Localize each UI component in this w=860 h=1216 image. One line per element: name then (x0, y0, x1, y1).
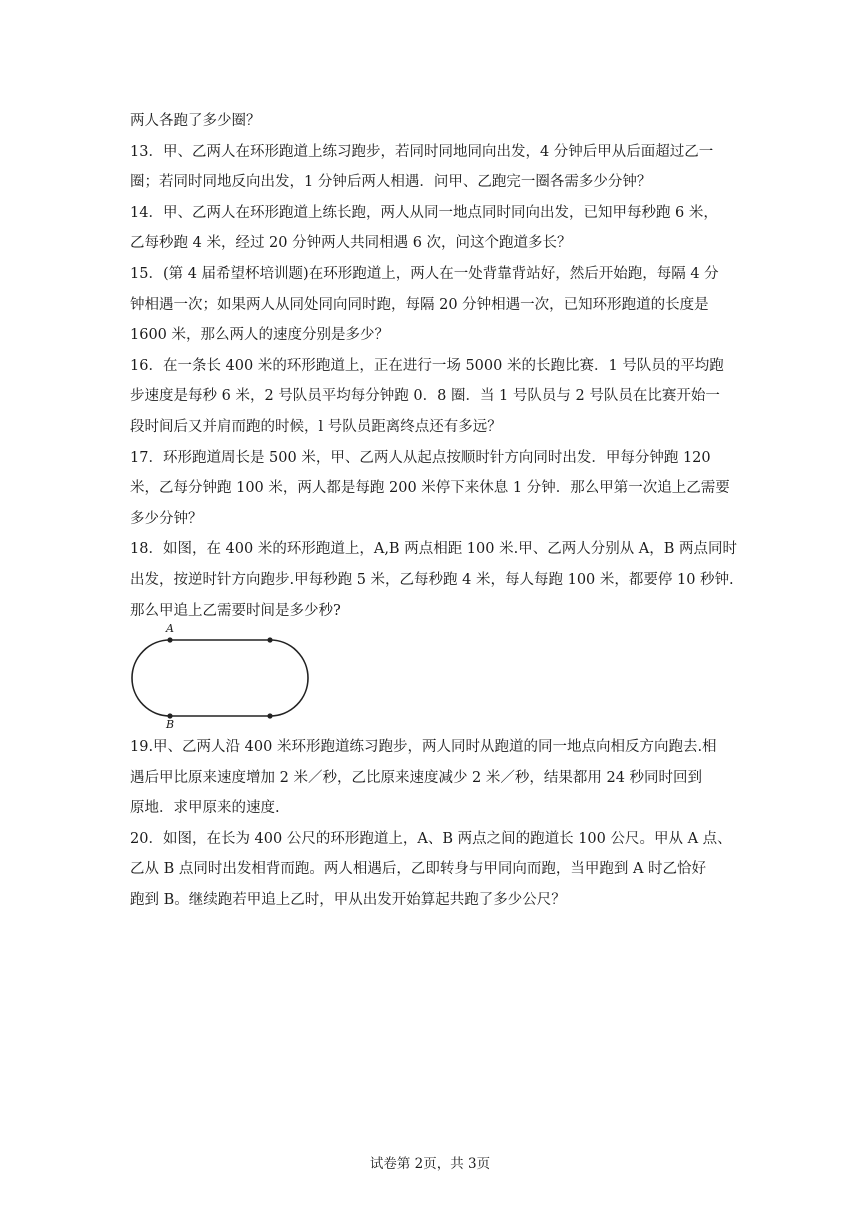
text-line: 16．在一条长 400 米的环形跑道上，正在进行一场 5000 米的长跑比赛．1 号队员的平均跑 (130, 357, 724, 374)
text-line: 13．甲、乙两人在环形跑道上练习跑步，若同时同地同向出发，4 分钟后甲从后面超过乙一 (130, 143, 714, 160)
text-line: 圈；若同时同地反向出发，1 分钟后两人相遇．问甲、乙跑完一圈各需多少分钟？ (130, 174, 652, 191)
question-body (130, 106, 738, 916)
track-outline (132, 640, 308, 716)
text-line: 18．如图，在 400 米的环形跑道上，A,B 两点相距 100 米.甲、乙两人分别从 A，B 两点同时 (130, 541, 738, 558)
text-line: 14．甲、乙两人在环形跑道上练长跑，两人从同一地点同时同向出发，已知甲每秒跑 6 米， (130, 204, 718, 221)
text-line: 跑到 B。继续跑若甲追上乙时，甲从出发开始算起共跑了多少公尺？ (130, 892, 566, 909)
text-line: 那么甲追上乙需要时间是多少秒? (130, 602, 341, 619)
running-track-diagram (130, 626, 320, 726)
text-line: 出发，按逆时针方向跑步.甲每秒跑 5 米，乙每秒跑 4 米，每人每跑 100 米，都要停 10 秒钟. (130, 571, 734, 588)
track-dot (267, 637, 272, 642)
text-line: 段时间后又并肩而跑的时候，l 号队员距离终点还有多远？ (130, 418, 502, 435)
point-a-dot (167, 637, 172, 642)
text-line: 1600 米，那么两人的速度分别是多少？ (130, 327, 390, 344)
text-line: 遇后甲比原来速度增加 2 米／秒，乙比原来速度减少 2 米／秒，结果都用 24 秒同时回到 (130, 769, 703, 786)
text-line: 乙每秒跑 4 米，经过 20 分钟两人共同相遇 6 次，问这个跑道多长？ (130, 235, 572, 252)
point-a-label: A (166, 622, 174, 636)
text-line: 原地．求甲原来的速度. (130, 800, 280, 817)
text-line: 步速度是每秒 6 米，2 号队员平均每分钟跑 0．8 圈．当 1 号队员与 2 号队员在比赛开始一 (130, 388, 720, 405)
text-line: 17．环形跑道周长是 500 米，甲、乙两人从起点按顺时针方向同时出发．甲每分钟跑 120 (130, 449, 711, 466)
text-line: 米，乙每分钟跑 100 米，两人都是每跑 200 米停下来休息 1 分钟．那么甲第一次追上乙需要 (130, 480, 730, 497)
track-figure (130, 622, 320, 732)
text-line: 钟相遇一次；如果两人从同处同向同时跑，每隔 20 分钟相遇一次，已知环形跑道的长度是 (130, 296, 709, 313)
track-dot (267, 713, 272, 718)
point-b-label: B (166, 718, 175, 732)
page-footer: 试卷第 2页，共 3页 (369, 1156, 491, 1172)
text-line: 20．如图，在长为 400 公尺的环形跑道上，A、B 两点之间的跑道长 100 公尺。甲从 A 点、 (130, 830, 732, 847)
text-line: 19.甲、乙两人沿 400 米环形跑道练习跑步，两人同时从跑道的同一地点向相反方向跑去.相 (130, 739, 717, 756)
text-line: 乙从 B 点同时出发相背而跑。两人相遇后，乙即转身与甲同向而跑，当甲跑到 A 时乙恰好 (130, 861, 707, 878)
text-line: 15．(第 4 届希望杯培训题)在环形跑道上，两人在一处背靠背站好，然后开始跑，每隔 4 分 (130, 265, 719, 282)
text-line: 多少分钟？ (130, 510, 203, 527)
text-line: 两人各跑了多少圈？ (130, 113, 261, 129)
